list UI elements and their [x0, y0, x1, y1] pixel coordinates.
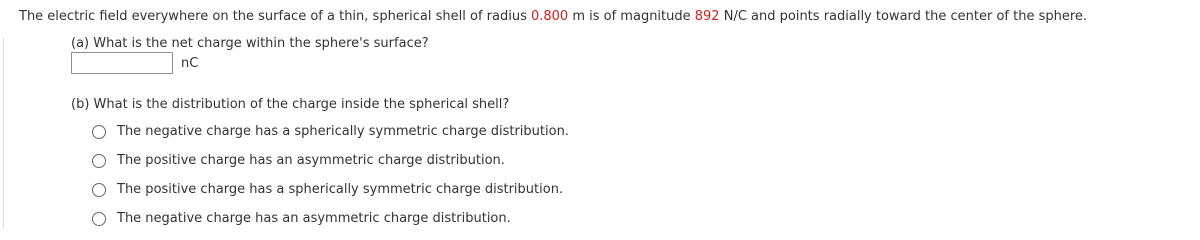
radio-button[interactable]	[92, 183, 106, 197]
option-negative-asymmetric[interactable]	[92, 204, 569, 233]
option-label[interactable]: The positive charge has a spherically symmetric charge distribution.	[117, 182, 564, 197]
part-b-question: (b) What is the distribution of the charge inside the spherical shell?	[71, 97, 510, 112]
option-label[interactable]: The positive charge has an asymmetric charge distribution.	[117, 153, 505, 168]
option-label[interactable]: The negative charge has a spherically symmetric charge distribution.	[117, 124, 569, 139]
radio-button[interactable]	[92, 154, 106, 168]
problem-text-1: The electric field everywhere on the surface of a thin, spherical shell of radius	[19, 9, 531, 24]
option-positive-symmetric[interactable]	[92, 175, 569, 204]
problem-statement	[19, 8, 1087, 25]
option-label[interactable]: The negative charge has an asymmetric charge distribution.	[117, 211, 511, 226]
problem-text-2: m is of magnitude	[568, 9, 695, 24]
part-a-answer-row	[71, 52, 198, 74]
radius-value: 0.800	[530, 9, 569, 24]
option-positive-asymmetric[interactable]	[92, 146, 569, 175]
problem-text-3: N/C and points radially toward the center of the sphere.	[719, 9, 1088, 24]
charge-distribution-options	[92, 117, 569, 233]
part-a-question: (a) What is the net charge within the sphere's surface?	[71, 36, 429, 51]
unit-label: nC	[181, 55, 199, 71]
magnitude-value: 892	[694, 9, 720, 24]
net-charge-input[interactable]	[71, 52, 173, 74]
content-divider	[3, 38, 4, 229]
radio-button[interactable]	[92, 125, 106, 139]
radio-button[interactable]	[92, 212, 106, 226]
option-negative-symmetric[interactable]	[92, 117, 569, 146]
